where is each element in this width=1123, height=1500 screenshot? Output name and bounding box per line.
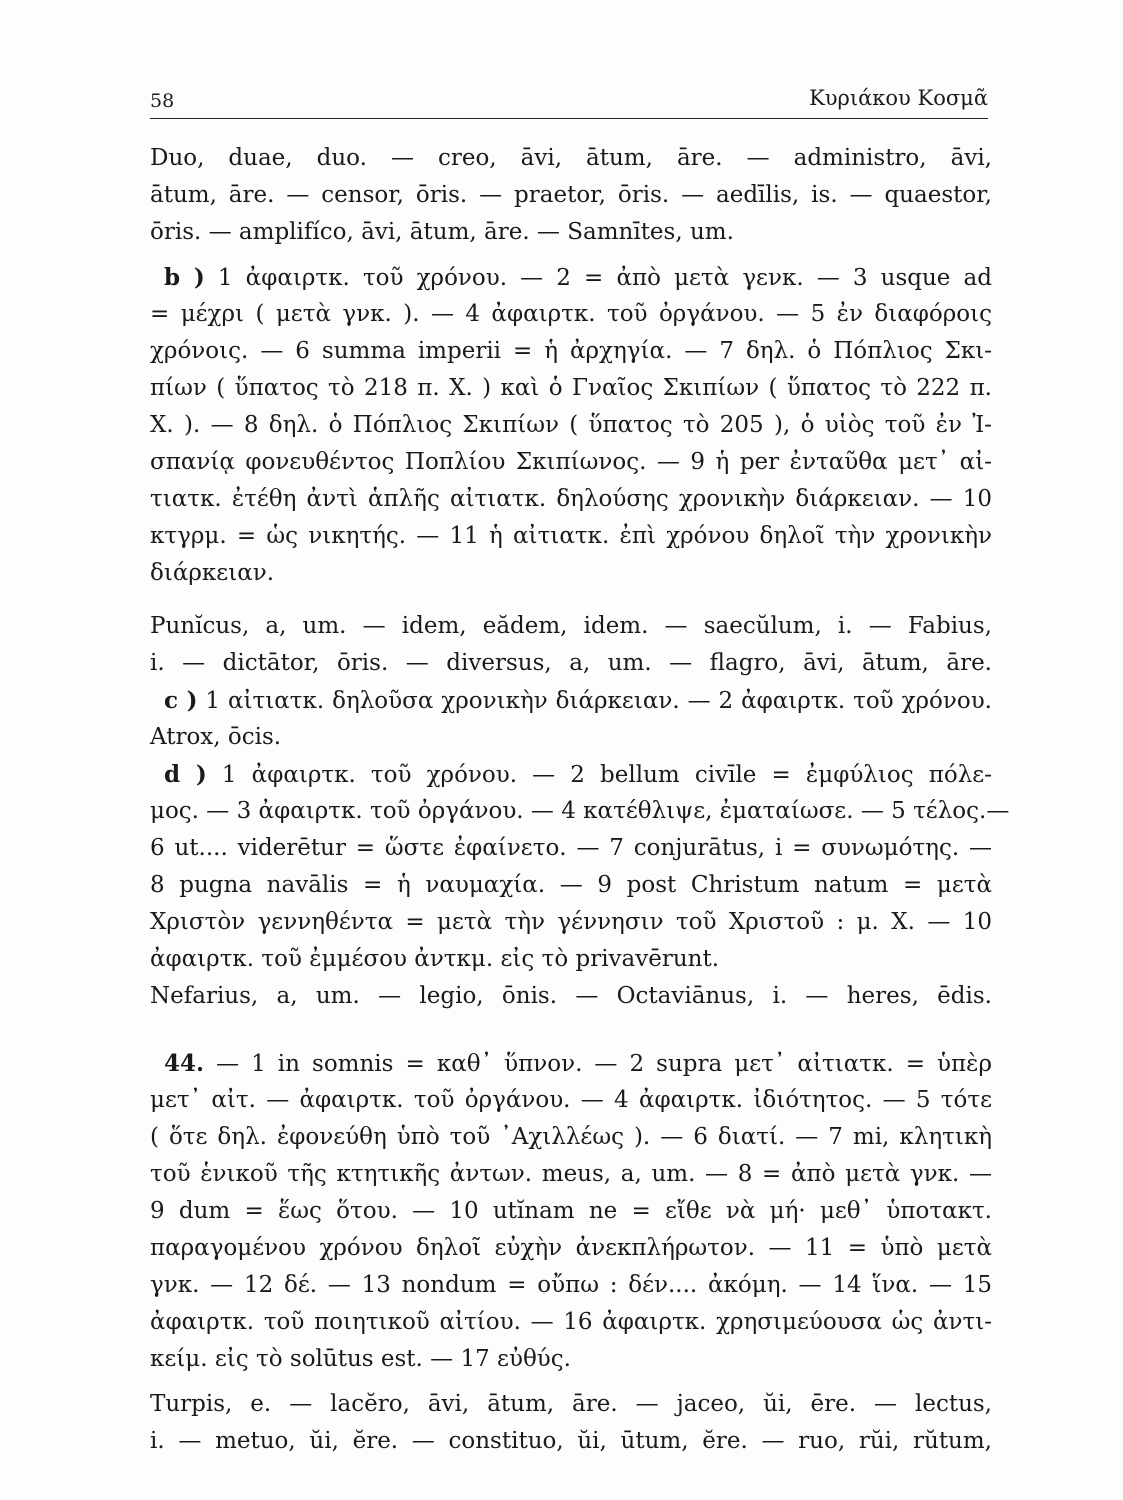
text-line: γνκ. — 12 δέ. — 13 nondum = οὔπω : δέν.... ἀκόμη. — 14 ἵνα. — 15 (150, 1272, 992, 1298)
text-line: κτγρμ. = ὡς νικητής. — 11 ἡ αἰτιατκ. ἐπὶ χρόνου δηλοῖ τὴν χρονικὴν (150, 523, 992, 549)
text-line: Χριστὸν γεννηθέντα = μετὰ τὴν γέννησιν τοῦ Χριστοῦ : μ. Χ. — 10 (150, 909, 992, 935)
text-line: χρόνοις. — 6 summa imperii = ἡ ἀρχηγία. — 7 δηλ. ὁ Πόπλιος Σκι- (150, 338, 992, 364)
text-line: τιατκ. ἐτέθη ἀντὶ ἁπλῆς αἰτιατκ. δηλούσης χρονικὴν διάρκειαν. — 10 (150, 486, 992, 512)
lesson-number: 44. (164, 1050, 205, 1077)
text-line: 6 ut.... viderētur = ὥστε ἐφαίνετο. — 7 conjurātus, i = συνωμότης. — (150, 835, 992, 861)
text-line: Atrox, ōcis. (150, 724, 282, 750)
text-line: κείμ. εἰς τὸ solūtus est. — 17 εὐθύς. (150, 1346, 571, 1372)
note-section-c (150, 682, 992, 756)
vocabulary-paragraph (150, 140, 992, 251)
text-line-content: 1 αἰτιατκ. δηλοῦσα χρονικὴν διάρκειαν. — 2 ἀφαιρτκ. τοῦ χρόνου. (197, 688, 992, 714)
text-line (150, 682, 992, 719)
page-header (150, 84, 988, 119)
page-number: 58 (150, 90, 175, 112)
text-line: παραγομένου χρόνου δηλοῖ εὐχὴν ἀνεκπλήρωτον. — 11 = ὑπὸ μετὰ (150, 1235, 992, 1261)
page-body (150, 140, 1010, 1460)
text-line: Punĭcus, a, um. — idem, eădem, idem. — saecŭlum, i. — Fabius, (150, 613, 992, 639)
text-line: Turpis, e. — lacĕro, āvi, ātum, āre. — jaceo, ŭi, ēre. — lectus, (150, 1391, 992, 1417)
text-line: σπανίᾳ φονευθέντος Ποπλίου Σκιπίωνος. — 9 ἡ per ἐνταῦθα μετ᾽ αἰ- (150, 449, 992, 475)
text-line: μος. — 3 ἀφαιρτκ. τοῦ ὀργάνου. — 4 κατέθλιψε, ἐματαίωσε. — 5 τέλος.— (150, 798, 1010, 824)
section-label: b ) (164, 264, 205, 291)
text-line: μετ᾽ αἰτ. — ἀφαιρτκ. τοῦ ὀργάνου. — 4 ἀφαιρτκ. ἰδιότητος. — 5 τότε (150, 1087, 992, 1113)
section-label: d ) (164, 761, 207, 788)
text-line: Χ. ). — 8 δηλ. ὁ Πόπλιος Σκιπίων ( ὕπατος τὸ 205 ), ὁ υἱὸς τοῦ ἐν Ἰ- (150, 412, 992, 438)
text-line: ( ὅτε δηλ. ἐφονεύθη ὑπὸ τοῦ ᾿Αχιλλέως ). — 6 διατί. — 7 mi, κλητικὴ (150, 1124, 992, 1150)
text-line: ātum, āre. — censor, ōris. — praetor, ōris. — aedīlis, is. — quaestor, (150, 182, 992, 208)
text-line: = μέχρι ( μετὰ γνκ. ). — 4 ἀφαιρτκ. τοῦ ὀργάνου. — 5 ἐν διαφόροις (150, 301, 992, 327)
text-line-content: 1 ἀφαιρτκ. τοῦ χρόνου. — 2 = ἀπὸ μετὰ γενκ. — 3 usque ad (204, 265, 992, 291)
text-line-content: 1 ἀφαιρτκ. τοῦ χρόνου. — 2 bellum civīle = ἐμφύλιος πόλε- (206, 762, 992, 788)
text-line: διάρκειαν. (150, 560, 275, 586)
text-line: Duo, duae, duo. — creo, āvi, ātum, āre. — administro, āvi, (150, 145, 992, 171)
text-line: Nefarius, a, um. — legio, ōnis. — Octaviānus, i. — heres, ēdis. (150, 983, 992, 1009)
lesson-44-notes (150, 1045, 992, 1378)
text-line: ἀφαιρτκ. τοῦ ἐμμέσου ἀντκμ. εἰς τὸ privavērunt. (150, 946, 720, 972)
text-line (150, 756, 992, 793)
text-line: πίων ( ὕπατος τὸ 218 π. Χ. ) καὶ ὁ Γναῖος Σκιπίων ( ὕπατος τὸ 222 π. (150, 375, 992, 401)
text-line-content: — 1 in somnis = καθ᾽ ὕπνον. — 2 supra μετ᾽ αἰτιατκ. = ὑπὲρ (204, 1051, 992, 1077)
note-section-d (150, 756, 1010, 1015)
text-line: i. — metuo, ŭi, ĕre. — constituo, ŭi, ūtum, ĕre. — ruo, rŭi, rŭtum, (150, 1428, 992, 1454)
text-line: τοῦ ἑνικοῦ τῆς κτητικῆς ἀντων. meus, a, um. — 8 = ἀπὸ μετὰ γνκ. — (150, 1161, 992, 1187)
text-line: ἀφαιρτκ. τοῦ ποιητικοῦ αἰτίου. — 16 ἀφαιρτκ. χρησιμεύουσα ὡς ἀντι- (150, 1309, 992, 1335)
vocabulary-paragraph (150, 1386, 992, 1460)
note-section-b (150, 259, 992, 592)
text-line (150, 259, 992, 296)
text-line: ōris. — amplifíco, āvi, ātum, āre. — Samnītes, um. (150, 219, 734, 245)
text-line (150, 1045, 992, 1082)
text-line: i. — dictātor, ōris. — diversus, a, um. — flagro, āvi, ātum, āre. (150, 650, 992, 676)
vocabulary-paragraph (150, 608, 992, 682)
section-label: c ) (164, 687, 198, 714)
running-head: Κυριάκου Κοσμᾶ (809, 86, 988, 110)
text-line: 9 dum = ἕως ὅτου. — 10 utĭnam ne = εἴθε νὰ μή· μεθ᾽ ὑποτακτ. (150, 1198, 992, 1224)
text-line: 8 pugna navālis = ἡ ναυμαχία. — 9 post Christum natum = μετὰ (150, 872, 992, 898)
